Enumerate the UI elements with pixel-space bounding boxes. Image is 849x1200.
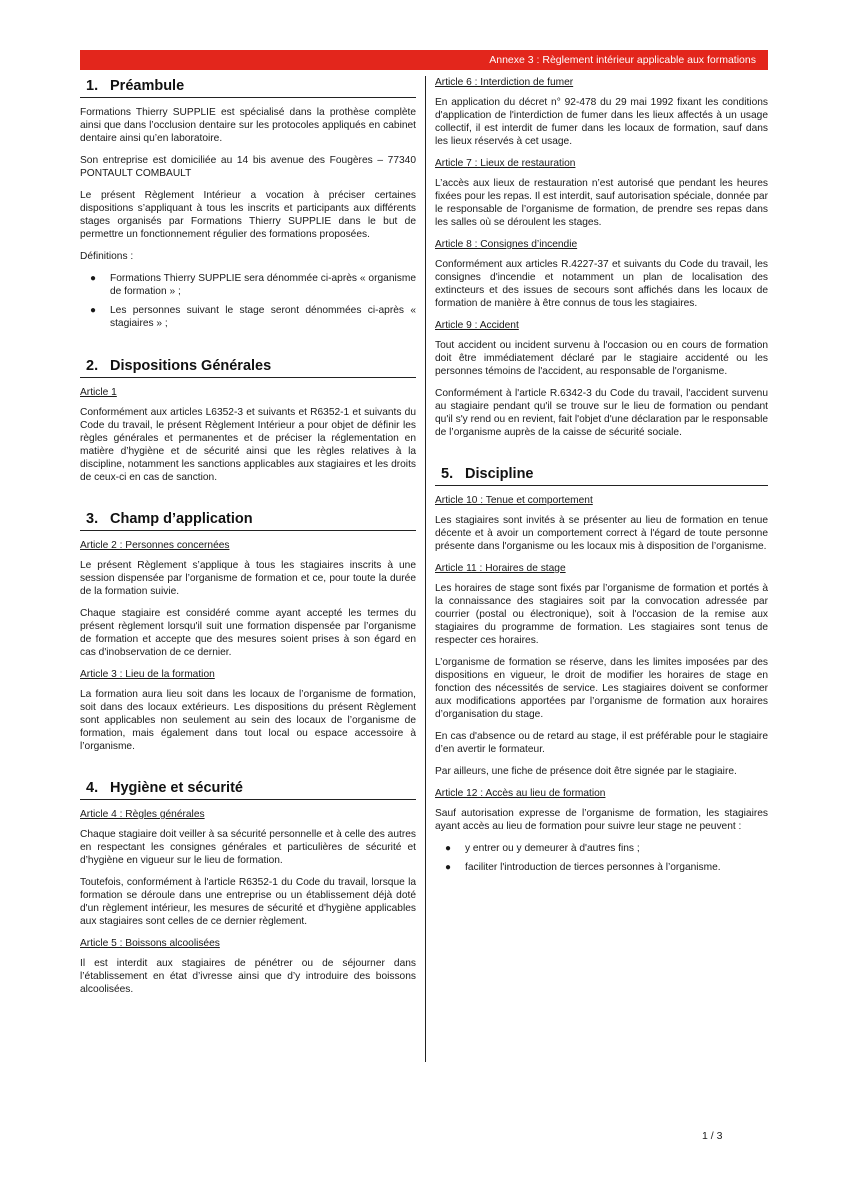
- paragraph: L’organisme de formation se réserve, dans les limites imposées par des dispositions en vigueur, le droit de modifier les horaires de stage en fonction des nécessités de service. Les stagiaires doivent se conformer aux modifications apportées par l’organisme de formation aux horaires d’organisation du stage.: [435, 657, 768, 720]
- article-title: Article 6 : Interdiction de fumer: [435, 77, 574, 88]
- article-title: Article 3 : Lieu de la formation: [80, 669, 215, 680]
- article-title: Article 9 : Accident: [435, 320, 519, 331]
- paragraph: Toutefois, conformément à l'article R6352-1 du Code du travail, lorsque la formation se déroule dans une entreprise ou un établissement déjà doté d'un règlement intérieur, les mesures de sécurité et d'hygiène applicables aux stagiaires sont celles de ce dernier règlement.: [80, 877, 416, 927]
- article-title: Article 12 : Accès au lieu de formation: [435, 788, 606, 799]
- paragraph: Le présent Règlement Intérieur a vocation à préciser certaines dispositions s’appliquant à tous les inscrits et participants aux différents stages organisés par Formations Thierry SUPPLIE dans le but de permettre un fonctionnement régulier des formations proposées.: [80, 190, 416, 240]
- paragraph: La formation aura lieu soit dans les locaux de l’organisme de formation, soit dans des locaux extérieurs. Les dispositions du présent Règlement sont applicables non seulement au sein des locaux de l’organisme de formation, mais également dans tout local ou espace accessoire à l’organisme.: [80, 689, 416, 752]
- list-item: ● y entrer ou y demeurer à d'autres fins ;: [445, 843, 640, 854]
- list-item: ● Les personnes suivant le stage seront dénommées ci-après « stagiaires » ;: [90, 305, 416, 329]
- page-number: 1 / 3: [702, 1130, 723, 1142]
- paragraph: Sauf autorisation expresse de l’organisme de formation, les stagiaires ayant accès au lieu de formation pour suivre leur stage ne peuvent :: [435, 808, 768, 832]
- section-heading-dispositions: 2. Dispositions Générales: [80, 356, 416, 378]
- paragraph: En application du décret n° 92-478 du 29 mai 1992 fixant les conditions d'application de l'interdiction de fumer dans les lieux affectés à un usage collectif, il est interdit de fumer dans les locaux de formation, sauf dans les lieux réservés à cet usage.: [435, 97, 768, 147]
- access-list: [435, 842, 768, 874]
- paragraph: Conformément à l'article R.6342-3 du Code du travail, l'accident survenu au stagiaire pendant qu'il se trouve sur le lieu de formation ou pendant qu'il s'y rend ou en revient, fait l'objet d'une déclaration par le responsable de l’organisme auprès de la caisse de sécurité sociale.: [435, 388, 768, 438]
- article-title: Article 2 : Personnes concernées: [80, 540, 230, 551]
- left-column: [80, 76, 416, 1005]
- bullet-icon: ●: [445, 862, 452, 873]
- paragraph: Par ailleurs, une fiche de présence doit être signée par le stagiaire.: [435, 766, 737, 777]
- paragraph: Il est interdit aux stagiaires de pénétrer ou de séjourner dans l’établissement en état d’ivresse ainsi que d’y introduire des boissons alcoolisées.: [80, 958, 416, 995]
- article-title: Article 8 : Consignes d’incendie: [435, 239, 578, 250]
- article-title: Article 1: [80, 387, 117, 398]
- paragraph: Conformément aux articles L6352-3 et suivants et R6352-1 et suivants du Code du travail, le présent Règlement Intérieur a pour objet de définir les règles générales et permanentes et de préciser la réglementation en matière d’hygiène et de sécurité ainsi que les règles relatives à la discipline, notamment les sanctions applicables aux stagiaires et les droits de ceux-ci en cas de sanction.: [80, 407, 416, 483]
- paragraph: Les horaires de stage sont fixés par l’organisme de formation et portés à la connaissance des stagiaires soit par la convocation adressée par courrier (postal ou électronique), soit à l'occasion de la remise aux stagiaires du programme de formation. Les stagiaires sont tenus de respecter ces horaires.: [435, 583, 768, 646]
- paragraph: Tout accident ou incident survenu à l'occasion ou en cours de formation doit être immédiatement déclaré par le stagiaire accidenté ou les personnes témoins de l'accident, au responsable de l'organisme.: [435, 340, 768, 377]
- list-item: ● Formations Thierry SUPPLIE sera dénommée ci-après « organisme de formation » ;: [90, 273, 416, 297]
- paragraph: Le présent Règlement s’applique à tous les stagiaires inscrits à une session dispensée par l’organisme de formation et ce, pour toute la durée de la formation suivie.: [80, 560, 416, 597]
- article-title: Article 4 : Règles générales: [80, 809, 205, 820]
- bullet-icon: ●: [90, 273, 97, 284]
- column-divider: [425, 76, 426, 1062]
- paragraph: En cas d'absence ou de retard au stage, il est préférable pour le stagiaire d’en avertir le formateur.: [435, 731, 768, 755]
- article-title: Article 7 : Lieux de restauration: [435, 158, 576, 169]
- section-heading-preambule: 1. Préambule: [80, 76, 416, 98]
- header-banner: Annexe 3 : Règlement intérieur applicable aux formations: [80, 50, 768, 70]
- article-title: Article 11 : Horaires de stage: [435, 563, 566, 574]
- article-title: Article 5 : Boissons alcoolisées: [80, 938, 220, 949]
- section-heading-champ: 3. Champ d’application: [80, 509, 416, 531]
- paragraph: Les stagiaires sont invités à se présenter au lieu de formation en tenue décente et à avoir un comportement correct à l'égard de toute personne présente dans l'organisme ou les locaux mis à disposition de l’organisme.: [435, 515, 768, 552]
- right-column: [435, 76, 768, 884]
- section-heading-discipline: 5. Discipline: [435, 464, 768, 486]
- bullet-icon: ●: [445, 843, 452, 854]
- paragraph: Conformément aux articles R.4227-37 et suivants du Code du travail, les consignes d'incendie et notamment un plan de localisation des extincteurs et des issues de secours sont affichés dans les locaux de formation de manière à être connus de tous les stagiaires.: [435, 259, 768, 309]
- definitions-list: [80, 272, 416, 330]
- paragraph: Chaque stagiaire est considéré comme ayant accepté les termes du présent règlement lorsqu'il suit une formation dispensée par l’organisme de formation et accepte que des mesures soient prises à son égard en cas d'inobservation de ce dernier.: [80, 608, 416, 658]
- paragraph: Définitions :: [80, 251, 134, 262]
- paragraph: L’accès aux lieux de restauration n’est autorisé que pendant les heures fixées pour les repas. Il est interdit, sauf autorisation spéciale, donnée par le responsable de l’organisme de formation, de prendre ses repas dans les salles où se déroulent les stages.: [435, 178, 768, 228]
- section-heading-hygiene: 4. Hygiène et sécurité: [80, 778, 416, 800]
- paragraph: Chaque stagiaire doit veiller à sa sécurité personnelle et à celle des autres en respectant les consignes générales et particulières de sécurité et d’hygiène en vigueur sur le lieu de formation.: [80, 829, 416, 866]
- paragraph: Formations Thierry SUPPLIE est spécialisé dans la prothèse complète ainsi que dans l’occlusion dentaire sur les protocoles appliqués en cabinet dentaire ainsi qu’en laboratoire.: [80, 107, 416, 144]
- bullet-icon: ●: [90, 305, 97, 316]
- paragraph: Son entreprise est domiciliée au 14 bis avenue des Fougères – 77340 PONTAULT COMBAULT: [80, 155, 416, 179]
- list-item: ● faciliter l'introduction de tierces personnes à l’organisme.: [445, 862, 721, 873]
- article-title: Article 10 : Tenue et comportement: [435, 495, 593, 506]
